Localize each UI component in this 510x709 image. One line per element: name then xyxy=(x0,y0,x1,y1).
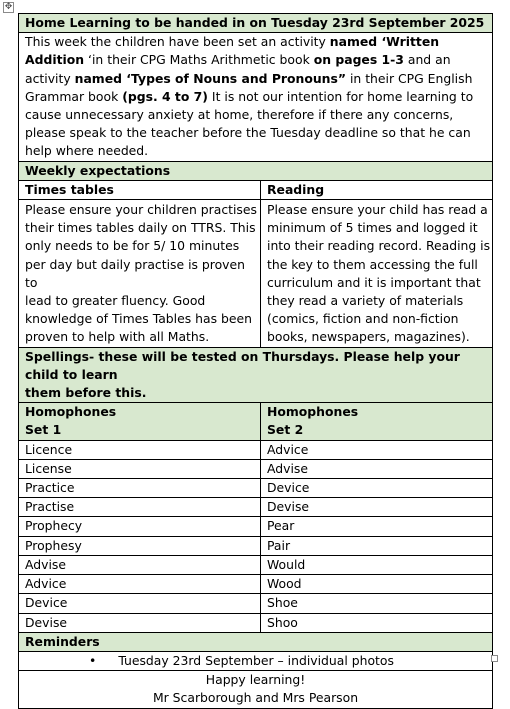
intro-bold-run: named ‘Written Addition xyxy=(25,34,440,68)
set2-word: Pear xyxy=(261,517,493,536)
spelling-row xyxy=(19,479,493,498)
set1-word: Prophecy xyxy=(19,517,261,536)
spelling-row xyxy=(19,555,493,574)
spelling-row xyxy=(19,613,493,632)
reading-line: curriculum and it is important that xyxy=(267,274,481,290)
signoff-names: Mr Scarborough and Mrs Pearson xyxy=(152,690,359,706)
reading-line: minimum of 5 times and logged it xyxy=(267,220,478,236)
intro-run: It is not our intention for home learning to cause unnecessary anxiety at home, therefore if there any concerns, please speak to the teacher before the Tuesday deadline so that he can help where needed. xyxy=(25,88,474,159)
set2-subtitle: Set 2 xyxy=(267,422,304,438)
set1-word: Licence xyxy=(19,440,261,459)
spellings-heading-line: Spellings- these will be tested on Thursdays. Please help your child to learn xyxy=(25,348,460,382)
home-learning-table xyxy=(18,13,493,709)
reading-text xyxy=(261,200,493,348)
set2-word: Would xyxy=(261,555,493,574)
set2-word: Advise xyxy=(261,459,493,478)
times-tables-line: proven to help with all Maths. xyxy=(25,329,210,345)
set1-word: Practice xyxy=(19,479,261,498)
times-tables-line: only needs to be for 5/ 10 minutes xyxy=(25,238,240,254)
spelling-row xyxy=(19,594,493,613)
reading-heading: Reading xyxy=(261,180,493,199)
spelling-row xyxy=(19,440,493,459)
set2-word: Devise xyxy=(261,498,493,517)
intro-run: in their CPG English Grammar book xyxy=(25,70,473,104)
spelling-row xyxy=(19,575,493,594)
table-resize-handle-icon[interactable] xyxy=(491,655,498,662)
set1-word: Prophesy xyxy=(19,536,261,555)
reading-line: Please ensure your child has read a xyxy=(267,202,488,218)
set1-word: Devise xyxy=(19,613,261,632)
set2-word: Shoo xyxy=(261,613,493,632)
spelling-row xyxy=(19,459,493,478)
spellings-heading xyxy=(19,347,493,403)
intro-bold-run: on pages 1-3 xyxy=(313,52,404,68)
set1-title: Homophones xyxy=(25,404,117,420)
times-tables-heading: Times tables xyxy=(19,180,261,199)
intro-bold-run: (pgs. 4 to 7) xyxy=(122,88,208,104)
set1-word: Practise xyxy=(19,498,261,517)
times-tables-line: lead to greater fluency. Good xyxy=(25,293,206,309)
set2-word: Pair xyxy=(261,536,493,555)
set1-word: Device xyxy=(19,594,261,613)
reminder-text: Tuesday 23rd September – individual photos xyxy=(118,652,394,668)
set2-word: Wood xyxy=(261,575,493,594)
reading-line: the key to them accessing the full xyxy=(267,256,478,272)
set2-heading xyxy=(261,403,493,440)
reminder-item xyxy=(19,651,493,670)
spelling-row xyxy=(19,498,493,517)
reminders-heading: Reminders xyxy=(19,632,493,651)
reading-line: books, newspapers, magazines). xyxy=(267,329,470,345)
intro-run: ‘in their CPG Maths Arithmetic book xyxy=(84,52,314,68)
set2-word: Device xyxy=(261,479,493,498)
signoff-line: Happy learning! xyxy=(205,672,306,688)
set2-title: Homophones xyxy=(267,404,359,420)
set1-subtitle: Set 1 xyxy=(25,422,62,438)
times-tables-line: knowledge of Times Tables has been xyxy=(25,311,252,327)
times-tables-line: Please ensure your children practises xyxy=(25,202,257,218)
set1-word: License xyxy=(19,459,261,478)
weekly-expectations-heading: Weekly expectations xyxy=(19,161,493,180)
set1-heading xyxy=(19,403,261,440)
spelling-row xyxy=(19,517,493,536)
reading-line: into their reading record. Reading is xyxy=(267,238,491,254)
intro-bold-run: named ‘Types of Nouns and Pronouns” xyxy=(74,70,347,86)
intro-run: and an activity xyxy=(25,52,451,86)
intro-paragraph xyxy=(19,33,493,161)
spelling-row xyxy=(19,536,493,555)
table-move-handle-icon[interactable]: ✥ xyxy=(4,2,13,12)
times-tables-line: per day but daily practise is proven to xyxy=(25,256,245,290)
page-title: Home Learning to be handed in on Tuesday 23rd September 2025 xyxy=(19,14,493,33)
times-tables-line: their times tables daily on TTRS. This xyxy=(25,220,256,236)
set1-word: Advice xyxy=(19,575,261,594)
reading-line: they read a variety of materials xyxy=(267,293,464,309)
set2-word: Shoe xyxy=(261,594,493,613)
signoff xyxy=(19,671,493,708)
set1-word: Advise xyxy=(19,555,261,574)
intro-run: This week the children have been set an activity xyxy=(25,34,330,50)
times-tables-text xyxy=(19,200,261,348)
bullet-icon: • xyxy=(89,652,97,668)
set2-word: Advice xyxy=(261,440,493,459)
reading-line: (comics, fiction and non-fiction xyxy=(267,311,459,327)
spellings-heading-line: them before this. xyxy=(25,385,147,401)
